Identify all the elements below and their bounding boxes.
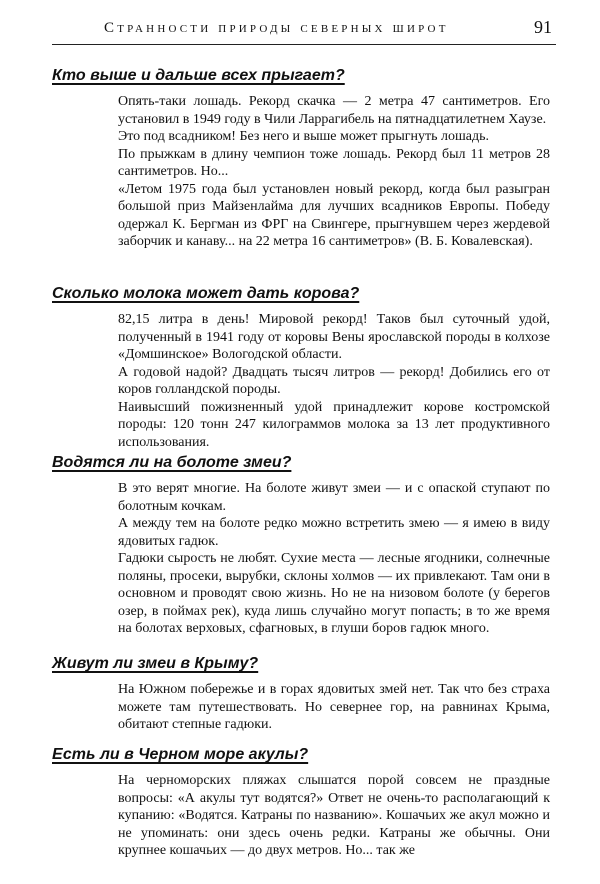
paragraph: По прыжкам в длину чемпион тоже лошадь. Рекорд был 11 метров 28 сантиметров. Но... (118, 146, 550, 179)
paragraph: «Летом 1975 года был установлен новый рекорд, когда был разыгран большой приз Майзенлайма для лучших всадников Европы. Победу одержал К. Бергман из ФРГ на Свингере, прыгнувшем через жердевой заборчик и канаву... на 22 метра 16 сантиметров» (В. Б. Ковалевская). (118, 181, 550, 249)
section-body (118, 681, 550, 734)
section-title: Есть ли в Черном море акулы? (52, 746, 309, 763)
running-head (52, 14, 556, 45)
section-body (118, 480, 550, 638)
section-body (118, 772, 550, 860)
paragraph: Наивысший пожизненный удой принадлежит корове костромской породы: 120 тонн 247 килограммов молока за 13 лет продуктивного использования. (118, 399, 550, 450)
section-title: Живут ли змеи в Крыму? (52, 655, 259, 672)
paragraph: 82,15 литра в день! Мировой рекорд! Таков был суточный удой, полученный в 1941 году от коровы Вены ярославской породы в колхозе «Домшинское» Вологодской области. (118, 312, 550, 362)
section-body (118, 311, 550, 451)
section-title: Водятся ли на болоте змеи? (52, 454, 292, 471)
paragraph: А между тем на болоте редко можно встретить змею — я имею в виду ядовитых гадюк. (118, 516, 550, 549)
section-title: Кто выше и дальше всех прыгает? (52, 67, 345, 84)
page-number: 91 (534, 17, 552, 37)
running-title: Странности природы северных широт (104, 20, 449, 36)
paragraph: Опять-таки лошадь. Рекорд скачка — 2 метра 47 сантиметров. Его установил в 1949 году в Чили Ларрагибель на пятнадцатилетнем Хаузе. (118, 94, 550, 127)
paragraph: В это верят многие. На болоте живут змеи — и с опаской ступают по болотным кочкам. (118, 481, 550, 514)
paragraph: На Южном побережье и в горах ядовитых змей нет. Так что без страха можете там путешествовать. Но севернее гор, на равнинах Крыма, обитают степные гадюки. (118, 682, 550, 732)
paragraph: Гадюки сырость не любят. Сухие места — лесные ягодники, солнечные поляны, просеки, вырубки, склоны холмов — их привлекают. Там они в основном и проводят свою жизнь. Но не на низовом болоте (у берегов озер, в поймах рек), куда лишь случайно могут попасть; в то же время на болотах верховых, сфагновых, в глуши боров гадюк много. (118, 551, 550, 636)
paragraph: На черноморских пляжах слышатся порой совсем не праздные вопросы: «А акулы тут водятся?» Ответ не очень-то располагающий к купанию: «Водятся. Катраны по названию». Кошачьих же акул можно и не упоминать: они здесь очень редки. Катраны же обычны. Они крупнее кошачьих — до двух метров. Но... так же (118, 773, 550, 858)
section-body (118, 93, 550, 251)
paragraph: Это под всадником! Без него и выше может прыгнуть лошадь. (118, 129, 489, 144)
paragraph: А годовой надой? Двадцать тысяч литров — рекорд! Добились его от коров голландской породы. (118, 364, 550, 397)
section-title: Сколько молока может дать корова? (52, 285, 360, 302)
